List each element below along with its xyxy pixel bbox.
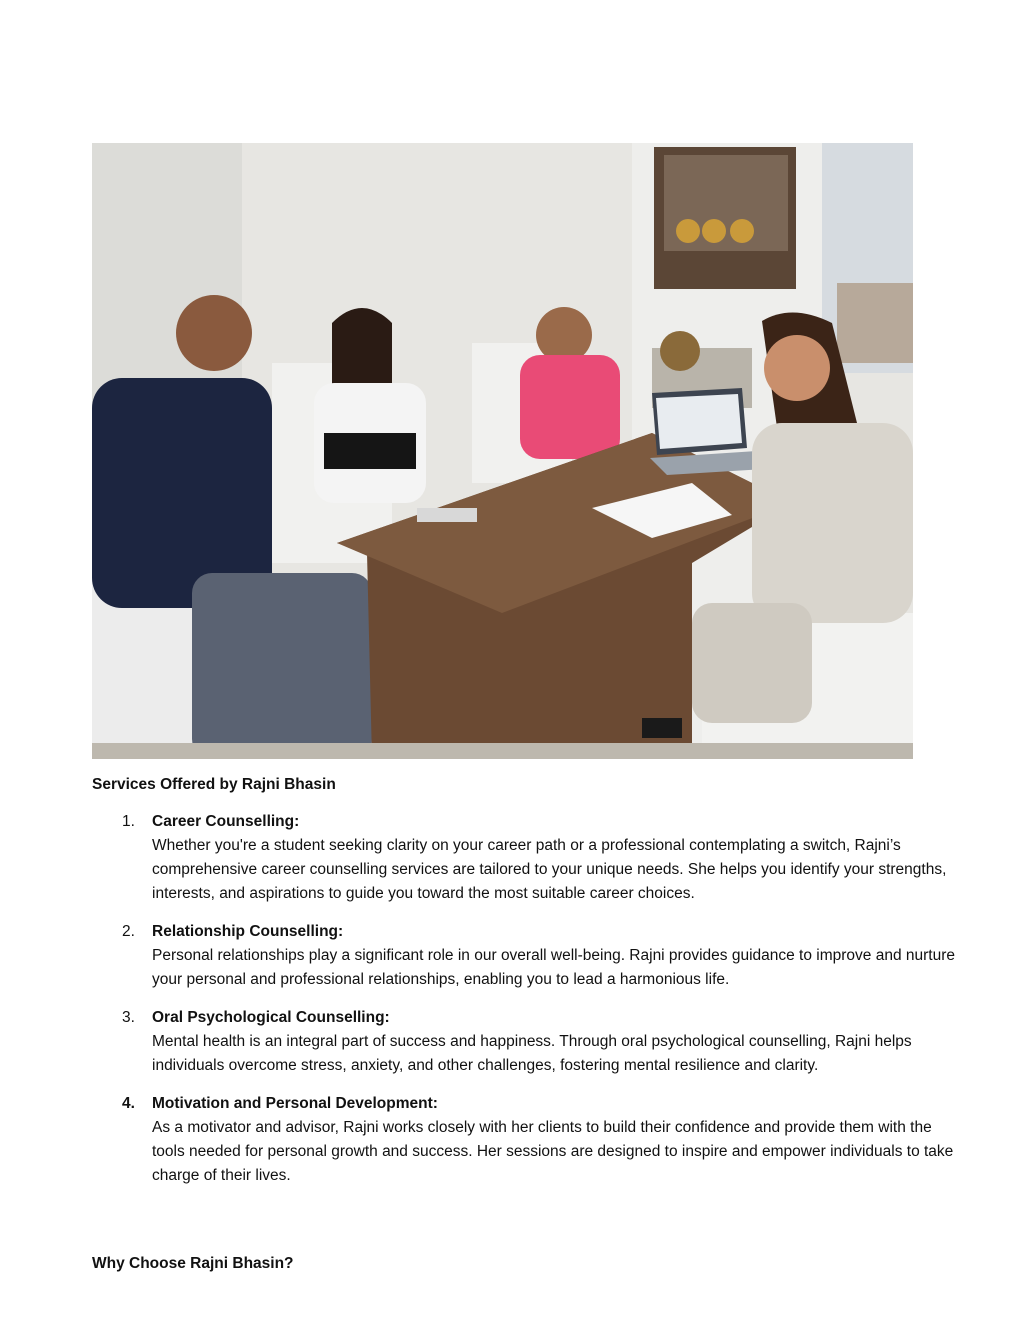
services-heading: Services Offered by Rajni Bhasin <box>92 776 336 793</box>
service-title: Career Counselling: <box>152 813 300 830</box>
services-list <box>92 810 962 1202</box>
service-title: Relationship Counselling: <box>152 923 344 940</box>
service-item-career <box>92 810 962 906</box>
service-item-relationship <box>92 920 962 992</box>
service-number: 4. <box>122 1095 135 1112</box>
service-number: 3. <box>122 1009 135 1026</box>
counselling-session-photo <box>92 143 913 759</box>
service-number: 1. <box>122 813 135 830</box>
service-description: Whether you're a student seeking clarity on your career path or a professional contemplating a switch, Rajni’s comprehensive career counselling services are tailored to your unique needs. She helps you identify your strengths, interests, and aspirations to guide you toward the most suitable career choices. <box>152 837 947 902</box>
service-title: Motivation and Personal Development: <box>152 1095 438 1112</box>
why-choose-heading: Why Choose Rajni Bhasin? <box>92 1255 294 1272</box>
photo-illustration <box>92 143 913 759</box>
service-description: Personal relationships play a significant role in our overall well-being. Rajni provides guidance to improve and nurture your personal and professional relationships, enabling you to lead a harmonious life. <box>152 947 955 988</box>
service-item-oral-psychological <box>92 1006 962 1078</box>
service-description: As a motivator and advisor, Rajni works closely with her clients to build their confidence and provide them with the tools needed for personal growth and success. Her sessions are designed to inspire and empower individuals to take charge of their lives. <box>152 1119 954 1184</box>
service-number: 2. <box>122 923 135 940</box>
service-description: Mental health is an integral part of success and happiness. Through oral psychological counselling, Rajni helps individuals overcome stress, anxiety, and other challenges, fostering mental resilience and clarity. <box>152 1033 912 1074</box>
service-item-motivation <box>92 1092 962 1188</box>
service-title: Oral Psychological Counselling: <box>152 1009 390 1026</box>
